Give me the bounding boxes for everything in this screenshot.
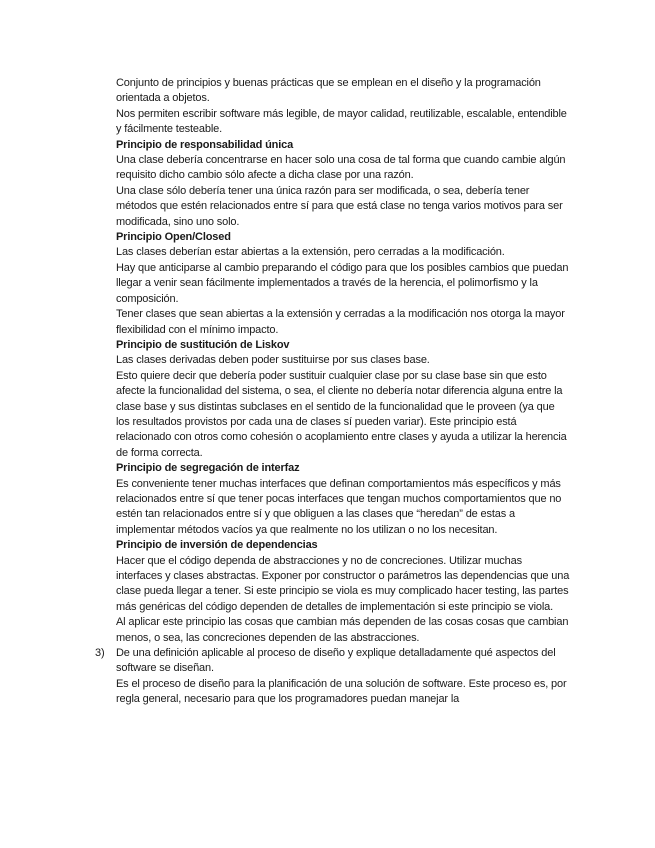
paragraph: Es conveniente tener muchas interfaces que definan comportamientos más específicos y más relacionados entre sí que tener pocas interfaces que tengan muchos comportamientos que no estén tan relacionados entre sí y que obliguen a las clases que “heredan” de estas a implementar métodos vacíos ya que realmente no los utilizan o no los necesitan.	[116, 477, 562, 536]
paragraph: Una clase sólo debería tener una única razón para ser modificada, o sea, debería tener métodos que estén relacionados entre sí para que está clase no tenga varios motivos para ser modificada, sino uno solo.	[116, 184, 563, 228]
document-body	[95, 76, 571, 708]
paragraph: Esto quiere decir que debería poder sustituir cualquier clase por su clase base sin que esto afecte la funcionalidad del sistema, o sea, el cliente no debería notar diferencia alguna entre la clase base y sus distintas subclases en el sentido de la funcionalidad que le proveen (ya que los resultados provistos por cada una de clases sí pueden variar). Este principio está relacionado con otros como cohesión o acoplamiento entre clases y ayuda a utilizar la herencia de forma correcta.	[116, 369, 567, 459]
paragraph: Las clases derivadas deben poder sustituirse por sus clases base.	[116, 354, 430, 367]
paragraph: Tener clases que sean abiertas a la extensión y cerradas a la modificación nos otorga la mayor flexibilidad con el mínimo impacto.	[116, 308, 565, 336]
paragraph: Hacer que el código dependa de abstracciones y no de concreciones. Utilizar muchas interfaces y clases abstractas. Exponer por constructor o parámetros las dependencias que una clase pueda llegar a tener. Si este principio se viola es muy complicado hacer testing, las partes más genéricas del código dependen de detalles de implementación si este principio se viola.	[116, 554, 570, 613]
paragraph: Hay que anticiparse al cambio preparando el código para que los posibles cambios que puedan llegar a venir sean fácilmente implementados a través de la herencia, el polimorfismo y la composición.	[116, 261, 569, 305]
heading-open-closed: Principio Open/Closed	[116, 231, 231, 244]
list-answer: Es el proceso de diseño para la planificación de una solución de software. Este proceso es, por regla general, necesario para que los programadores puedan manejar la	[116, 677, 567, 706]
heading-liskov: Principio de sustitución de Liskov	[116, 338, 290, 351]
list-item-3	[95, 646, 571, 708]
list-number: 3)	[95, 647, 105, 660]
paragraph: Una clase debería concentrarse en hacer solo una cosa de tal forma que cuando cambie algún requisito dicho cambio sólo afecte a dicha clase por una razón.	[116, 154, 566, 182]
intro-paragraph-2: Nos permiten escribir software más legible, de mayor calidad, reutilizable, escalable, entendible y fácilmente testeable.	[116, 107, 567, 136]
paragraph: Al aplicar este principio las cosas que cambian más dependen de las cosas cosas que cambian menos, o sea, las concreciones dependen de las abstracciones.	[116, 616, 569, 644]
heading-responsabilidad-unica: Principio de responsabilidad única	[116, 138, 294, 151]
paragraph: Las clases deberían estar abiertas a la extensión, pero cerradas a la modificación.	[116, 246, 505, 259]
intro-paragraph-1: Conjunto de principios y buenas prácticas que se emplean en el diseño y la programación orientada a objetos.	[116, 77, 541, 105]
list-question: De una definición aplicable al proceso de diseño y explique detalladamente qué aspectos del software se diseñan.	[116, 647, 556, 675]
heading-segregacion-interfaz: Principio de segregación de interfaz	[116, 462, 300, 475]
heading-inversion-dependencias: Principio de inversión de dependencias	[116, 539, 318, 552]
